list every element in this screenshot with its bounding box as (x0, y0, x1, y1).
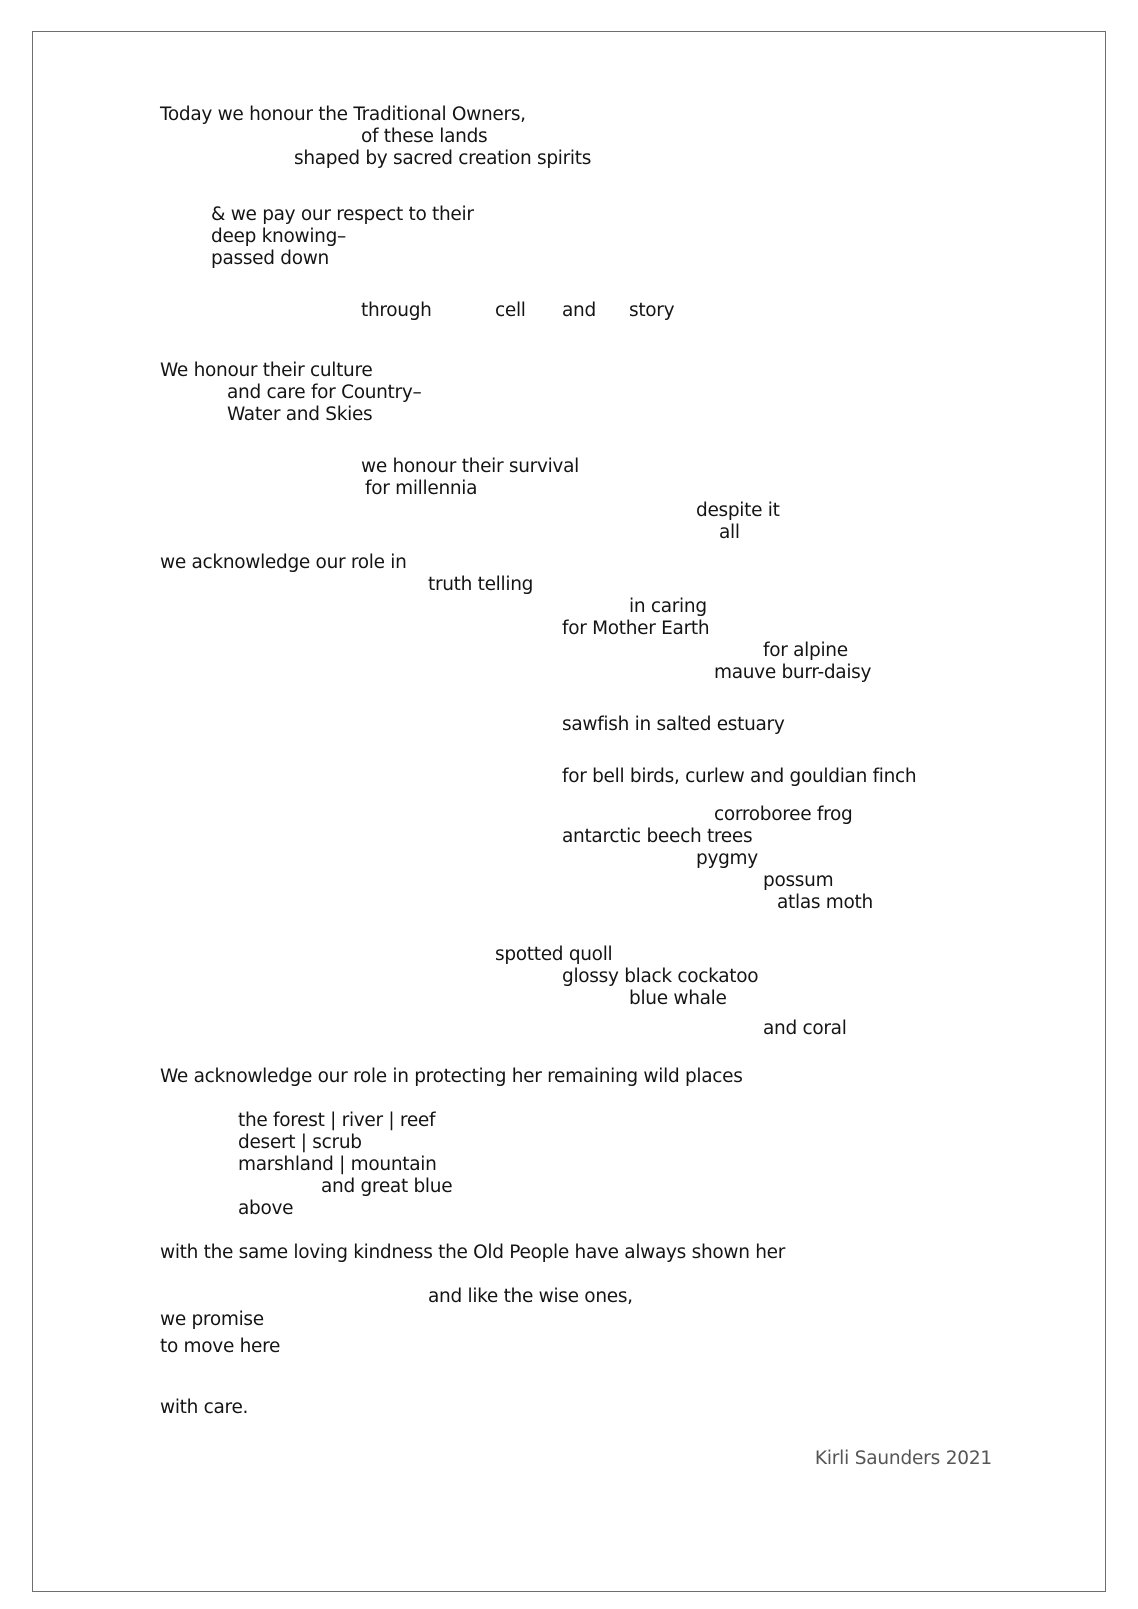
poem-line: and great blue (321, 1176, 453, 1197)
poem-line: with care. (160, 1397, 249, 1418)
poem-line: & we pay our respect to their (211, 204, 474, 225)
poem-line: we promise (160, 1309, 264, 1330)
poem-line: atlas moth (777, 892, 873, 913)
poem-line: mauve burr-daisy (714, 662, 872, 683)
poem-line: to move here (160, 1336, 281, 1357)
poem-line: corroboree frog (714, 804, 853, 825)
poem-line: truth telling (428, 574, 534, 595)
poem-line: for millennia (365, 478, 478, 499)
poem-line: we acknowledge our role in (160, 552, 407, 573)
poem-line: above (238, 1198, 294, 1219)
poem-line: for alpine (763, 640, 848, 661)
author-signature: Kirli Saunders 2021 (814, 1448, 992, 1469)
poem-line: the forest | river | reef (238, 1110, 436, 1131)
poem-line: passed down (211, 248, 329, 269)
poem-line: pygmy (696, 848, 758, 869)
poem-line: marshland | mountain (238, 1154, 437, 1175)
poem-line: desert | scrub (238, 1132, 362, 1153)
poem-line: Today we honour the Traditional Owners, (160, 104, 526, 125)
poem-line: of these lands (361, 126, 488, 147)
poem-line: despite it (696, 500, 780, 521)
poem-line: We honour their culture (160, 360, 373, 381)
poem-line: and like the wise ones, (428, 1286, 633, 1307)
poem-word-through: through (361, 300, 432, 321)
poem-line: sawfish in salted estuary (562, 714, 785, 735)
poem-line: glossy black cockatoo (562, 966, 759, 987)
poem-line: and coral (763, 1018, 847, 1039)
poem-line: antarctic beech trees (562, 826, 753, 847)
poem-line: We acknowledge our role in protecting her remaining wild places (160, 1066, 743, 1087)
poem-line: shaped by sacred creation spirits (294, 148, 592, 169)
poem-word-and: and (562, 300, 596, 321)
poem-word-story: story (629, 300, 675, 321)
poem-line: for bell birds, curlew and gouldian finch (562, 766, 917, 787)
poem-line: with the same loving kindness the Old People have always shown her (160, 1242, 786, 1263)
poem-line: all (719, 522, 740, 543)
poem-line: we honour their survival (361, 456, 579, 477)
poem-word-cell: cell (495, 300, 526, 321)
poem-line: deep knowing– (211, 226, 346, 247)
poem-line: Water and Skies (227, 404, 373, 425)
poem-line: blue whale (629, 988, 727, 1009)
poem-line: spotted quoll (495, 944, 613, 965)
poem-line: possum (763, 870, 834, 891)
poem-line: for Mother Earth (562, 618, 710, 639)
poem-line: and care for Country– (227, 382, 422, 403)
poem-line: in caring (629, 596, 707, 617)
